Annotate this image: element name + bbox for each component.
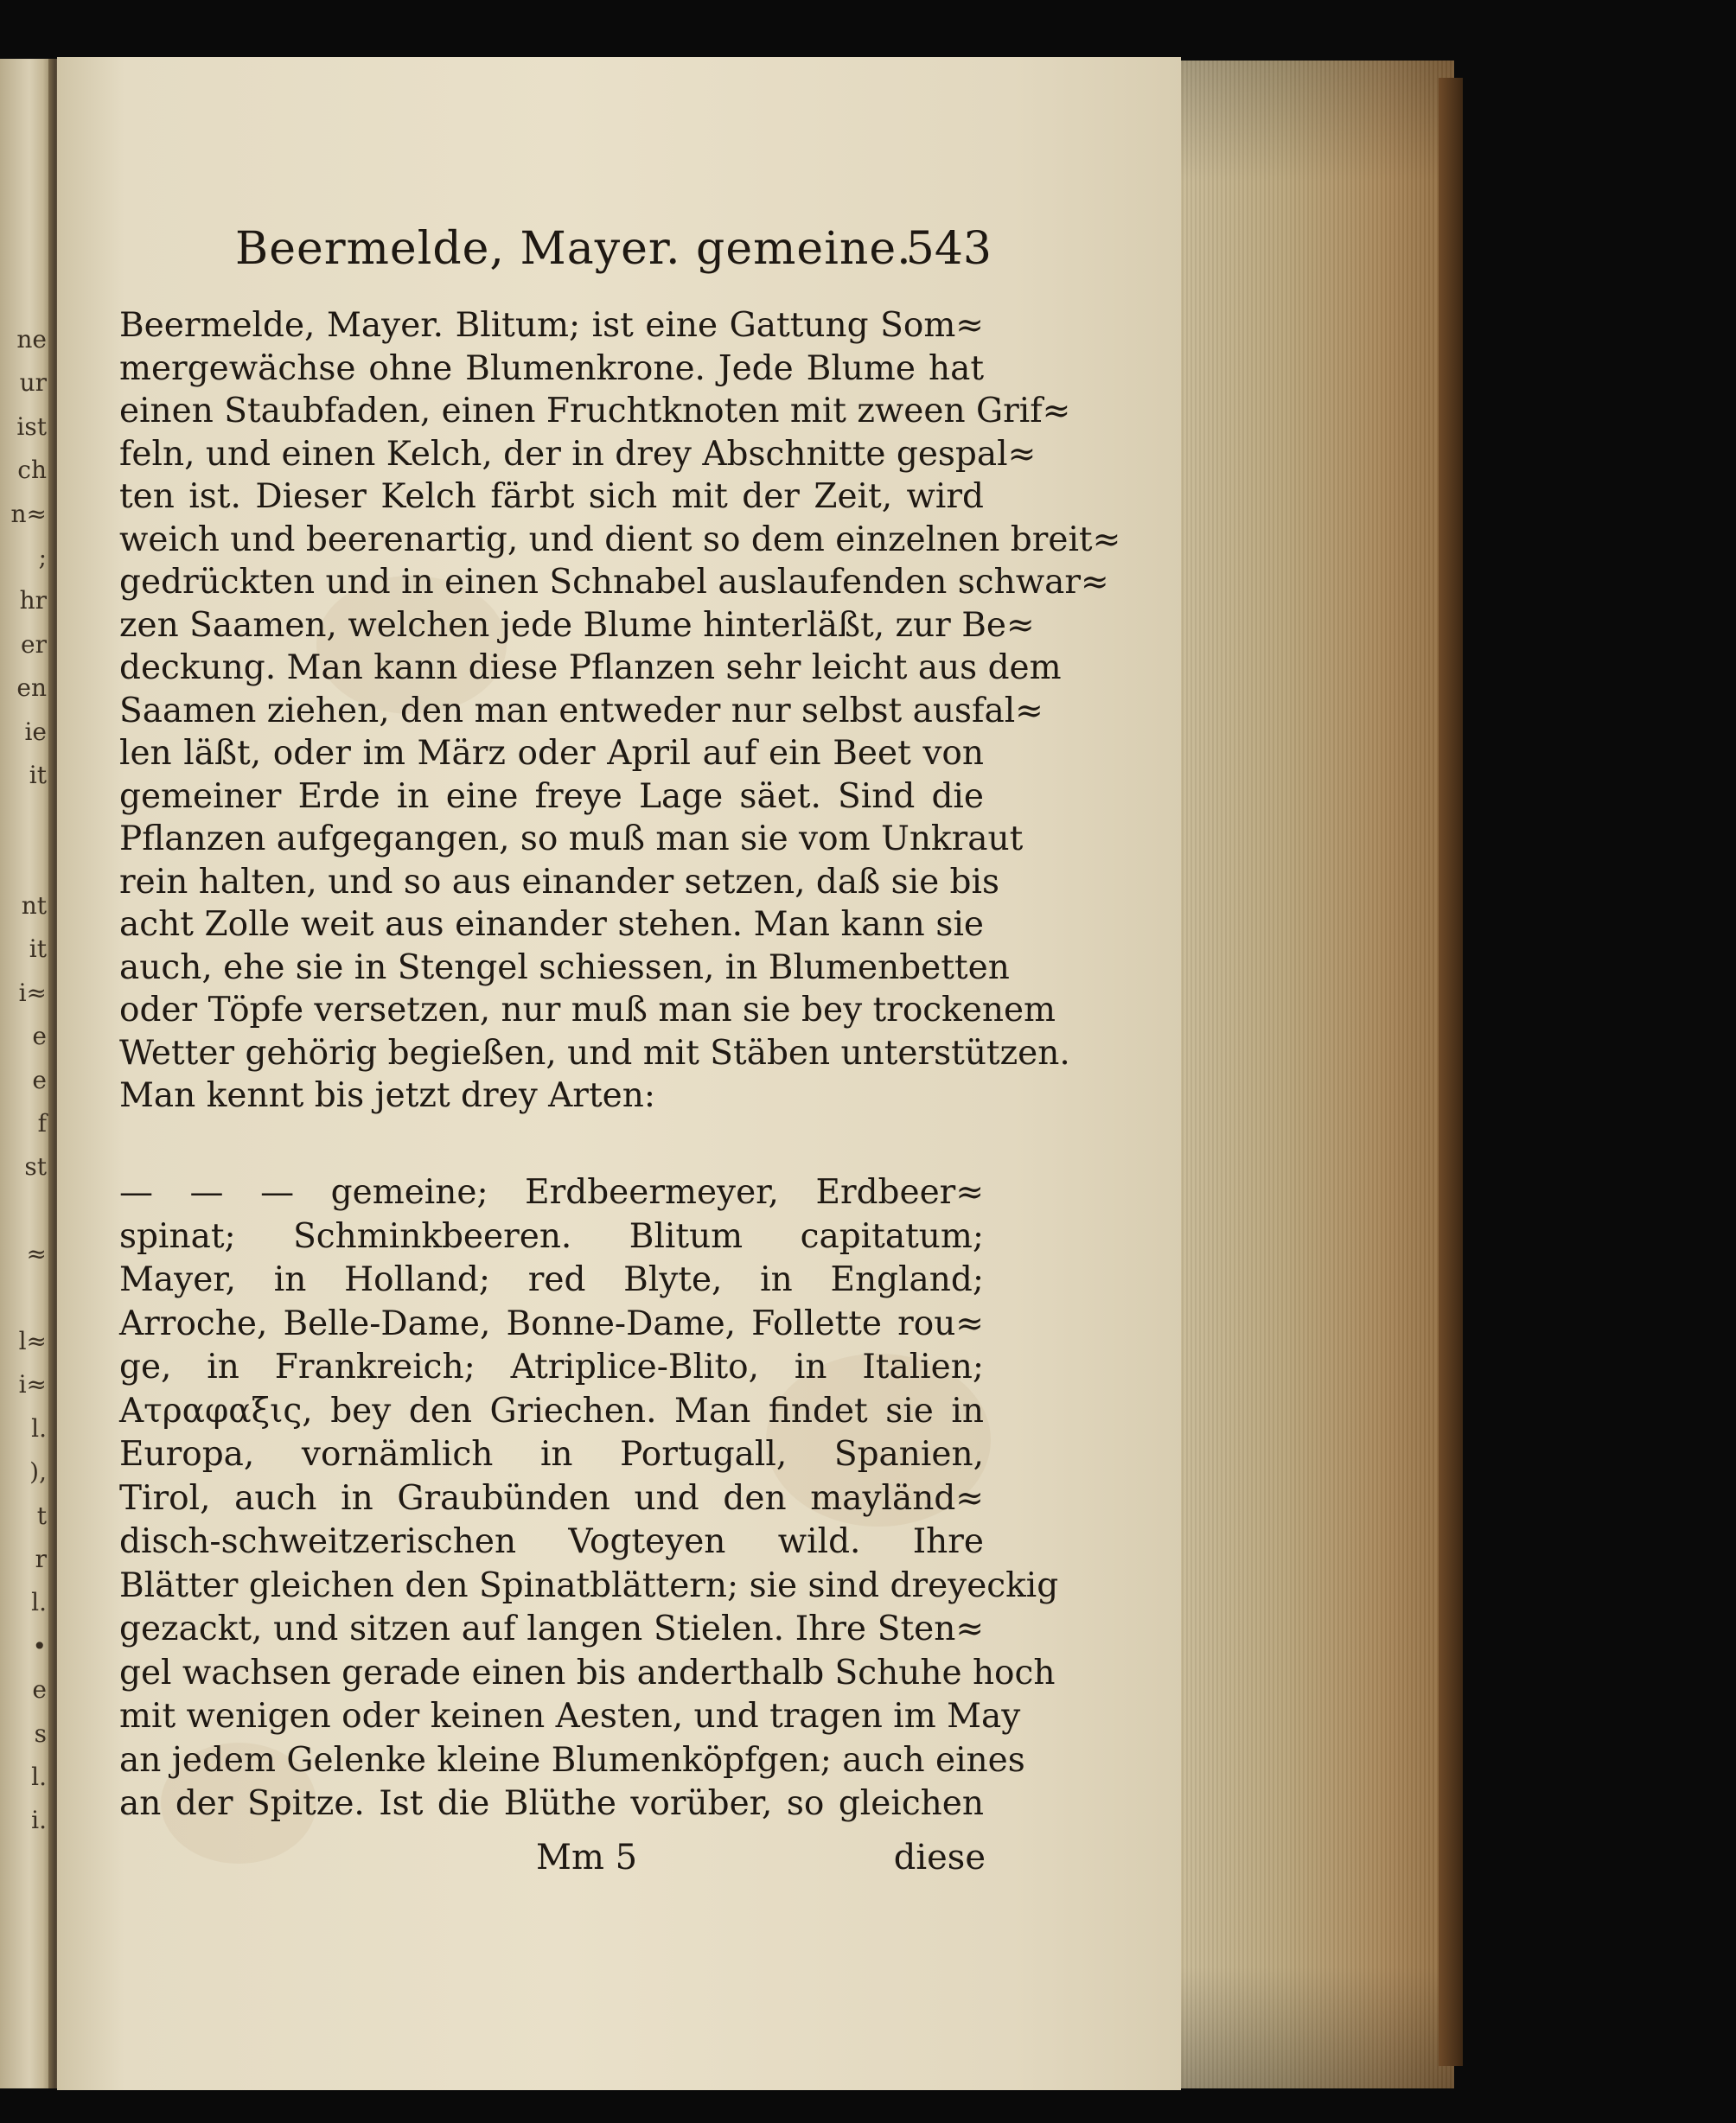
previous-page-line-end: ),	[29, 1457, 47, 1487]
previous-page-line-end: it	[29, 760, 47, 789]
previous-page-line-end: hr	[19, 586, 47, 615]
previous-page-line-end: ch	[17, 456, 47, 485]
text-line: zen Saamen, welchen jede Blume hinterläßt, zur Be≈	[119, 605, 1035, 645]
text-line: Ατραφαξις, bey den Griechen. Man findet sie in	[119, 1391, 984, 1431]
previous-page-line-end	[2, 797, 50, 840]
text-line: gel wachsen gerade einen bis anderthalb Schuhe hoch	[119, 1653, 1056, 1693]
previous-page-edge	[0, 59, 54, 2088]
text-line: rein halten, und so aus einander setzen, daß sie bis	[119, 862, 999, 902]
previous-page-line-end: er	[21, 629, 47, 659]
paragraph-beermelde-intro	[119, 304, 1121, 1118]
cover-board	[1439, 78, 1463, 2066]
text-line: weich und beerenartig, und dient so dem einzelnen breit≈	[119, 520, 1121, 559]
previous-page-line-end: n≈	[10, 499, 47, 528]
text-line: Arroche, Belle-Dame, Bonne-Dame, Follette rou≈	[119, 1304, 984, 1343]
previous-page-line-endings	[2, 318, 50, 1843]
previous-page-line-end: i.	[31, 1806, 47, 1835]
previous-page-line-end	[2, 841, 50, 884]
previous-page-line-end: nt	[21, 891, 47, 921]
previous-page-line-end	[2, 1189, 50, 1233]
text-line: gedrückten und in einen Schnabel auslaufenden schwar≈	[119, 563, 1109, 602]
text-line: ten ist. Dieser Kelch färbt sich mit der Zeit, wird	[119, 477, 984, 516]
text-line: Wetter gehörig begießen, und mit Stäben unterstützen.	[119, 1033, 1070, 1073]
text-line: Saamen ziehen, den man entweder nur selbst ausfal≈	[119, 691, 1044, 730]
text-line: gemeiner Erde in eine freye Lage säet. Sind die	[119, 776, 984, 816]
text-line: gezackt, und sitzen auf langen Stielen. Ihre Sten≈	[119, 1610, 984, 1648]
text-line: ge, in Frankreich; Atriplice-Blito, in Italien;	[119, 1348, 984, 1387]
previous-page-line-end: st	[24, 1152, 47, 1182]
page-number: 543	[905, 223, 992, 275]
text-line: mit wenigen oder keinen Aesten, und tragen im May	[119, 1697, 1021, 1736]
text-line: mergewächse ohne Blumenkrone. Jede Blume hat	[119, 348, 984, 388]
paragraph-gemeine-species	[119, 1171, 1059, 1827]
previous-page-line-end: •	[32, 1631, 47, 1661]
text-line: deckung. Man kann diese Pflanzen sehr leicht aus dem	[119, 648, 1062, 687]
running-head	[235, 223, 992, 284]
previous-page-line-end: e	[32, 1675, 47, 1705]
text-line: auch, ehe sie in Stengel schiessen, in Blumenbetten	[119, 947, 1010, 987]
text-line: len läßt, oder im März oder April auf ein Beet von	[119, 734, 984, 773]
text-line: Tirol, auch in Graubünden und den mayländ≈	[119, 1478, 984, 1518]
text-line: Europa, vornämlich in Portugall, Spanien,	[119, 1435, 984, 1474]
previous-page-line-end: ;	[38, 542, 47, 571]
previous-page-line-end: ne	[16, 325, 47, 354]
text-line: Mayer, in Holland; red Blyte, in England;	[119, 1260, 984, 1299]
previous-page-line-end: s	[34, 1718, 47, 1748]
text-line: spinat; Schminkbeeren. Blitum capitatum;	[119, 1216, 984, 1256]
previous-page-line-end: r	[35, 1544, 47, 1573]
running-head-title: Beermelde, Mayer. gemeine.	[235, 223, 912, 275]
text-line: Pflanzen aufgegangen, so muß man sie vom Unkraut	[119, 819, 1024, 858]
signature-mark: Mm 5	[536, 1838, 638, 1878]
previous-page-line-end: l.	[31, 1762, 47, 1791]
previous-page-line-end: l.	[31, 1588, 47, 1617]
text-line: Beermelde, Mayer. Blitum; ist eine Gattung Som≈	[119, 306, 984, 345]
previous-page-line-end: ur	[19, 368, 47, 398]
text-line: einen Staubfaden, einen Fruchtknoten mit zween Grif≈	[119, 392, 1071, 430]
previous-page-line-end: t	[36, 1501, 47, 1530]
previous-page-line-end	[2, 1277, 50, 1320]
text-line: an jedem Gelenke kleine Blumenköpfgen; auch eines	[119, 1740, 1025, 1780]
previous-page-line-end: i≈	[18, 1370, 47, 1399]
previous-page-line-end: i≈	[18, 978, 47, 1007]
previous-page-line-end: ≈	[26, 1240, 47, 1269]
text-line: an der Spitze. Ist die Blüthe vorüber, so gleichen	[119, 1784, 984, 1823]
previous-page-line-end: en	[16, 673, 47, 703]
text-line: feln, und einen Kelch, der in drey Abschnitte gespal≈	[119, 434, 1037, 474]
text-line: Blätter gleichen den Spinatblättern; sie sind dreyeckig	[119, 1565, 1059, 1605]
previous-page-line-end: e	[32, 1022, 47, 1051]
previous-page-line-end: f	[37, 1109, 47, 1138]
text-line: disch-schweitzerischen Vogteyen wild. Ihre	[119, 1522, 984, 1561]
text-line: acht Zolle weit aus einander stehen. Man kann sie	[119, 905, 984, 944]
previous-page-line-end: ie	[24, 717, 47, 746]
catchword: diese	[893, 1838, 986, 1878]
previous-page-line-end: l≈	[18, 1326, 47, 1355]
text-line: Man kennt bis jetzt drey Arten:	[119, 1076, 655, 1115]
page-block-edges	[1169, 61, 1454, 2088]
previous-page-line-end: ist	[16, 411, 47, 441]
text-line: — — — gemeine; Erdbeermeyer, Erdbeer≈	[119, 1173, 984, 1212]
text-line: oder Töpfe versetzen, nur muß man sie bey trockenem	[119, 991, 1056, 1030]
previous-page-line-end: e	[32, 1065, 47, 1094]
previous-page-line-end: it	[29, 934, 47, 964]
page-footer	[536, 1838, 986, 1890]
previous-page-line-end: l.	[31, 1413, 47, 1443]
